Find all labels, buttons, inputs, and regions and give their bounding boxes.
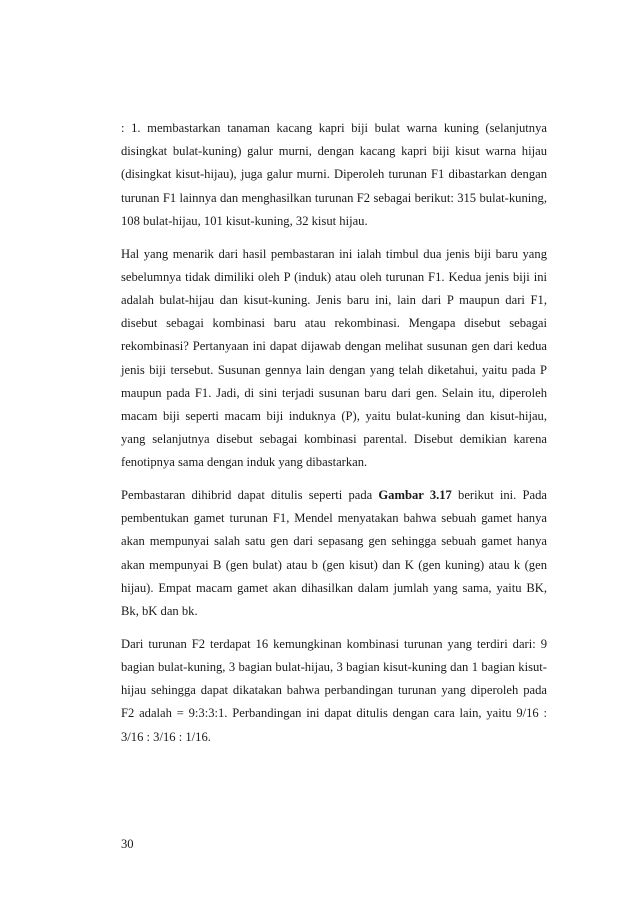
figure-reference: Gambar 3.17 <box>378 488 452 503</box>
body-text <box>121 117 547 758</box>
paragraph-1: : 1. membastarkan tanaman kacang kapri biji bulat warna kuning (selanjutnya disingkat bulat-kuning) galur murni, dengan kacang kapri biji kisut warna hijau (disingkat kisut-hijau), juga galur murni. Diperoleh turunan F1 dibastarkan dengan turunan F1 lainnya dan menghasilkan turunan F2 sebagai berikut: 315 bulat-kuning, 108 bulat-hijau, 101 kisut-kuning, 32 kisut hijau. <box>121 121 547 228</box>
paragraph-3-rest: berikut ini. Pada pembentukan gamet turunan F1, Mendel menyatakan bahwa sebuah gamet hanya akan mempunyai salah satu gen dari sepasang gen sehingga sebuah gamet hanya akan mempunyai B (gen bulat) atau b (gen kisut) dan K (gen kuning) atau k (gen hijau). Empat macam gamet akan dihasilkan dalam jumlah yang sama, yaitu BK, Bk, bK dan bk. <box>121 488 547 619</box>
paragraph-3 <box>121 484 547 623</box>
paragraph-4: Dari turunan F2 terdapat 16 kemungkinan kombinasi turunan yang terdiri dari: 9 bagian bulat-kuning, 3 bagian bulat-hijau, 3 bagian kisut-kuning dan 1 bagian kisut-hijau sehingga dapat dikatakan bahwa perbandingan turunan yang diperoleh pada F2 adalah = 9:3:3:1. Perbandingan ini dapat ditulis dengan cara lain, yaitu 9/16 : 3/16 : 3/16 : 1/16. <box>121 636 547 744</box>
page-number: 30 <box>121 837 134 851</box>
paragraph-2: Hal yang menarik dari hasil pembastaran ini ialah timbul dua jenis biji baru yang sebelumnya tidak dimiliki oleh P (induk) atau oleh turunan F1. Kedua jenis biji ini adalah bulat-hijau dan kisut-kuning. Jenis baru ini, lain dari P maupun dari F1, disebut sebagai kombinasi baru atau rekombinasi. Mengapa disebut sebagai rekombinasi? Pertanyaan ini dapat dijawab dengan melihat susunan gen dari kedua jenis biji tersebut. Susunan gennya lain dengan yang telah diketahui, yaitu pada P maupun pada F1. Jadi, di sini terjadi susunan baru dari gen. Selain itu, diperoleh macam biji seperti macam biji induknya (P), yaitu bulat-kuning dan kisut-hijau, yang selanjutnya disebut sebagai kombinasi parental. Disebut demikian karena fenotipnya sama dengan induk yang dibastarkan. <box>121 246 547 470</box>
paragraph-3-lead: Pembastaran dihibrid dapat ditulis seperti pada <box>121 488 379 503</box>
